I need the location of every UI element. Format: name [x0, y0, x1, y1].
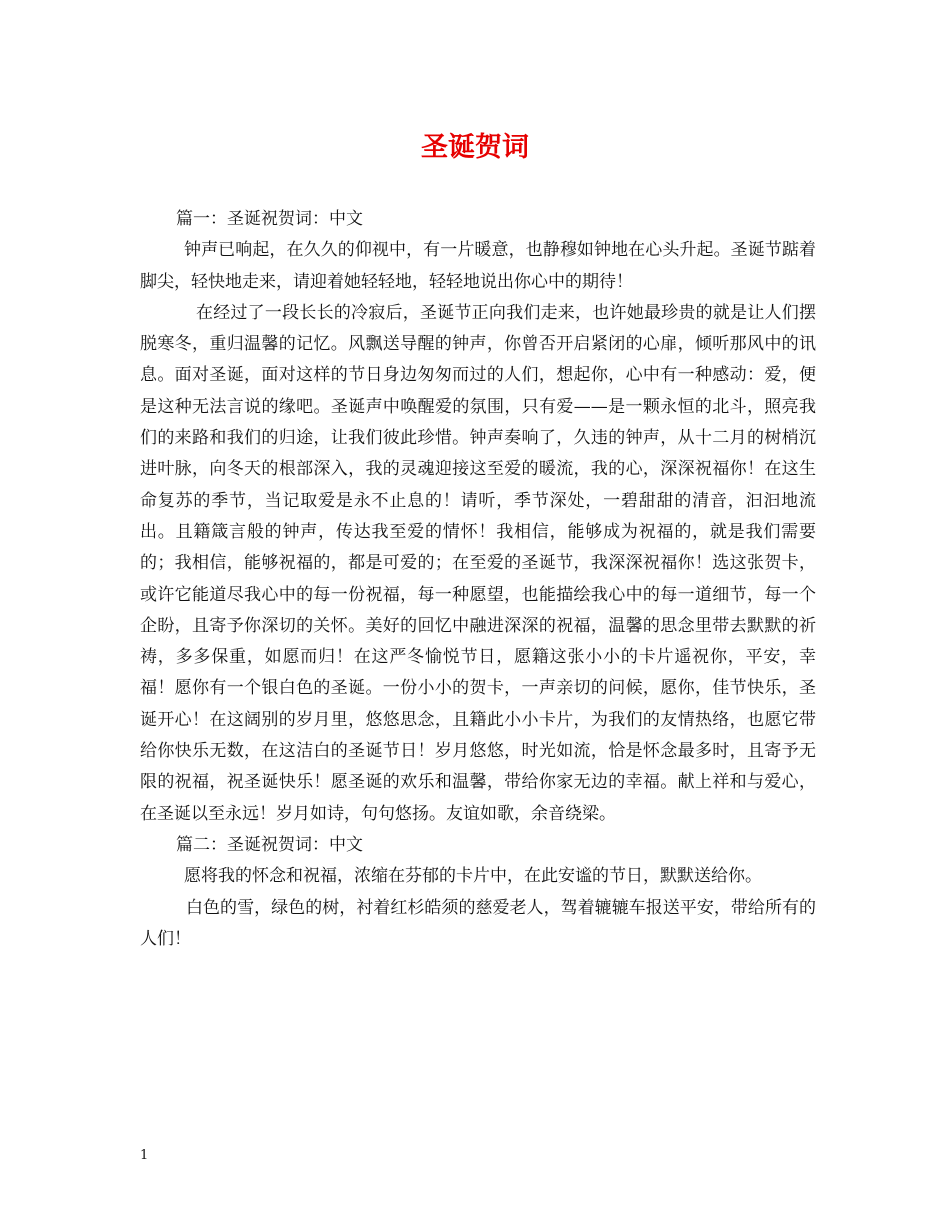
section-heading-1: 篇一：圣诞祝贺词：中文	[176, 209, 363, 229]
paragraph-2: 在经过了一段长长的冷寂后，圣诞节正向我们走来，也许她最珍贵的就是让人们摆脱寒冬，重归温馨的记忆。风飘送导醒的钟声，你曾否开启紧闭的心扉，倾听那风中的讯息。面对圣诞，面对这样的节日身边匆匆而过的人们，想起你，心中有一种感动：爱，便是这种无法言说的缘吧。圣诞声中唤醒爱的氛围，只有爱——是一颗永恒的北斗，照亮我们的来路和我们的归途，让我们彼此珍惜。钟声奏响了，久违的钟声，从十二月的树梢沉进叶脉，向冬天的根部深入，我的灵魂迎接这至爱的暖流，我的心，深深祝福你！在这生命复苏的季节，当记取爱是永不止息的！请听，季节深处，一碧甜甜的清音，汩汩地流出。且籍箴言般的钟声，传达我至爱的情怀！我相信，能够成为祝福的，就是我们需要的；我相信，能够祝福的，都是可爱的；在至爱的圣诞节，我深深祝福你！选这张贺卡，或许它能道尽我心中的每一份祝福，每一种愿望，也能描绘我心中的每一道细节，每一个企盼，且寄予你深切的关怀。美好的回忆中融进深深的祝福，温馨的思念里带去默默的祈祷，多多保重，如愿而归！在这严冬愉悦节日，愿籍这张小小的卡片遥祝你，平安，幸福！愿你有一个银白色的圣诞。一份小小的贺卡，一声亲切的问候，愿你，佳节快乐，圣诞开心！在这阔别的岁月里，悠悠思念，且籍此小小卡片，为我们的友情热络，也愿它带给你快乐无数，在这洁白的圣诞节日！岁月悠悠，时光如流，恰是怀念最多时，且寄予无限的祝福，祝圣诞快乐！愿圣诞的欢乐和温馨，带给你家无边的幸福。献上祥和与爱心，在圣诞以至永远！岁月如诗，句句悠扬。友谊如歌，余音绕梁。	[140, 302, 816, 824]
page-number: 1	[140, 1148, 149, 1163]
document-body	[140, 204, 816, 955]
section-heading-2: 篇二：圣诞祝贺词：中文	[176, 834, 363, 855]
document-title: 圣诞贺词	[421, 132, 529, 163]
paragraph-4: 白色的雪，绿色的树，衬着红杉皓须的慈爱老人，驾着辘辘车报送平安，带给所有的人们！	[140, 897, 816, 949]
paragraph-3: 愿将我的怀念和祝福，浓缩在芬郁的卡片中，在此安谧的节日，默默送给你。	[184, 866, 762, 887]
paragraph-1: 钟声已响起，在久久的仰视中，有一片暖意，也静穆如钟地在心头升起。圣诞节踮着脚尖，轻快地走来，请迎着她轻轻地，轻轻地说出你心中的期待！	[140, 240, 816, 292]
